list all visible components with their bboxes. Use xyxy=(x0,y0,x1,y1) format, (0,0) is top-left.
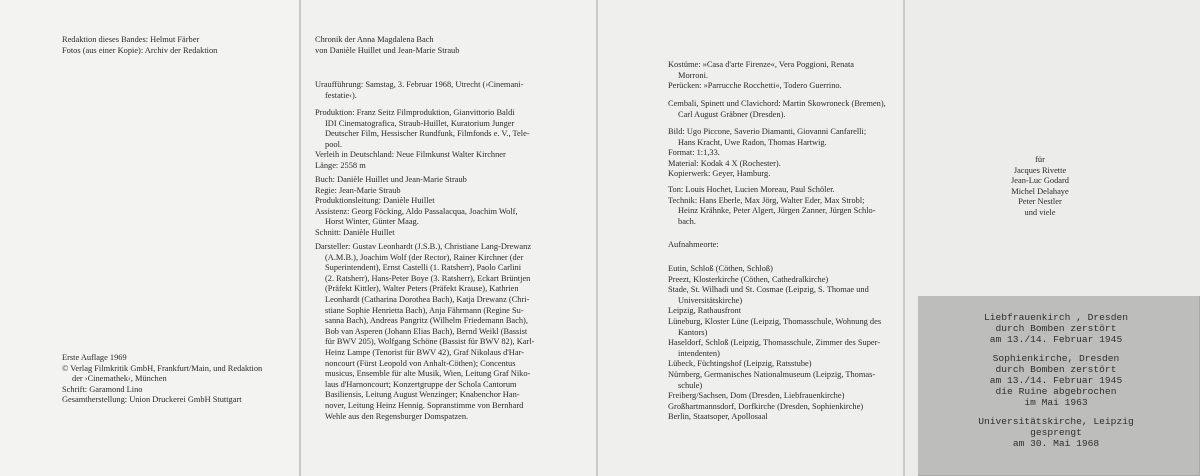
cast-info xyxy=(315,242,534,422)
text-line: Bild: Ugo Piccone, Saverio Diamanti, Giovanni Canfarelli; xyxy=(668,127,867,136)
list-item: Leipzig, Rathausfront xyxy=(668,306,742,316)
text-line: Technik: Hans Eberle, Max Jörg, Walter Eder, Max Strobl; xyxy=(668,195,865,205)
crew-info xyxy=(315,175,518,239)
note-line: Universitätskirche, Leipzig xyxy=(978,415,1134,427)
list-item: Lübeck, Füchtingshof (Leipzig, Ratsstube) xyxy=(668,359,812,369)
locations-list xyxy=(668,264,881,423)
note-line: gesprengt xyxy=(1030,426,1082,438)
dedication-line: Michel Delahaye xyxy=(1011,186,1069,196)
text-line: sanna Bach), Andreas Pangritz (Wilhelm Friedemann Bach), xyxy=(325,316,528,326)
text-line: nover, Leitung Heinz Hennig. Sopranstimme von Bernhard xyxy=(325,400,524,410)
text-line: IDI Cinematografica, Straub-Huillet, Kuratorium Junger xyxy=(325,118,515,128)
imprint-line: Schrift: Garamond Lino xyxy=(62,384,143,394)
list-item: Nürnberg, Germanisches Nationalmuseum (Leipzig, Thomas- xyxy=(668,369,876,379)
text-line: Deutscher Film, Hessischer Rundfunk, Filmfonds e. V., Tele- xyxy=(325,129,530,139)
text-line: Perücken: »Parrucche Rocchetti«, Todero Guerrino. xyxy=(668,81,842,91)
imprint-line: der ›Cinemathek‹, München xyxy=(72,374,167,384)
text-line: Ton: Louis Hochet, Lucien Moreau, Paul Schöler. xyxy=(668,185,835,194)
note-group xyxy=(936,353,1176,409)
dedication-line: Jacques Rivette xyxy=(1013,165,1067,175)
page-fold xyxy=(299,0,301,476)
text-line: (A.M.B.), Joachim Wolf (der Rector), Rainer Kirchner (der xyxy=(325,252,524,262)
list-item: Eutin, Schloß (Cöthen, Schloß) xyxy=(668,264,773,273)
text-line: Assistenz: Georg Föcking, Aldo Passalacqua, Joachim Wolf, xyxy=(315,206,518,216)
text-line: Bob van Asperen (Johann Elias Bach), Bernd Weikl (Bassist xyxy=(325,326,528,336)
note-group xyxy=(936,416,1176,450)
text-line: Schnitt: Danièle Huillet xyxy=(315,227,395,237)
text-line: Heinz Lampe (Tenorist für BWV 42), Graf Nikolaus d'Har- xyxy=(325,347,524,357)
list-item: Berlin, Staatsoper, Apollosaal xyxy=(668,412,768,422)
list-item: schule) xyxy=(678,380,703,390)
dedication-line: Jean-Luc Godard xyxy=(1011,176,1069,186)
text-line: bach. xyxy=(678,216,696,226)
text-line: Verleih in Deutschland: Neue Filmkunst Walter Kirchner xyxy=(315,150,506,160)
instruments-info xyxy=(668,99,886,120)
text-line: Kopierwerk: Geyer, Hamburg. xyxy=(668,169,771,179)
text-line: noncourt (Fürst Leopold von Anhalt-Cöthen); Concentus xyxy=(325,358,516,368)
dedication-line: Peter Nestler xyxy=(1018,197,1062,207)
text-line: stiane Sophie Henrietta Bach), Anja Fährmann (Regine Su- xyxy=(325,305,524,315)
text-line: für BWV 205), Wolfgang Schöne (Bassist für BWV 82), Karl- xyxy=(325,337,535,347)
editorial-credits xyxy=(62,35,217,56)
list-item: Freiberg/Sachsen, Dom (Dresden, Liebfrauenkirche) xyxy=(668,391,845,401)
list-item: Kantors) xyxy=(678,327,708,337)
note-line: Sophienkirche, Dresden xyxy=(992,352,1120,364)
note-line: die Ruine abgebrochen xyxy=(995,386,1117,398)
text-line: musicus, Ensemble für alte Musik, Wien, Leitung Graf Niko- xyxy=(325,369,531,379)
locations-heading: Aufnahmeorte: xyxy=(668,240,719,249)
text-line: Uraufführung: Samstag, 3. Februar 1968, Utrecht (›Cinemani- xyxy=(315,80,524,89)
list-item: Großhartmannsdorf, Dorfkirche (Dresden, Sophienkirche) xyxy=(668,401,864,411)
text-line: festatie‹). xyxy=(325,90,357,100)
text-line: (Präfekt Kittler), Walter Peters (Präfekt Krause), Kathrien xyxy=(325,284,519,294)
page-fold xyxy=(596,0,598,476)
note-line: durch Bomben zerstört xyxy=(995,323,1117,335)
film-title xyxy=(315,35,459,56)
credit-line: Redaktion dieses Bandes: Helmut Färber xyxy=(62,35,200,44)
title-line: von Danièle Huillet und Jean-Marie Straub xyxy=(315,45,460,55)
text-line: Buch: Danièle Huillet und Jean-Marie Straub xyxy=(315,175,467,184)
imprint xyxy=(62,353,262,406)
imprint-line: Erste Auflage 1969 xyxy=(62,353,127,362)
text-line: Wehle aus den Regensburger Domspatzen. xyxy=(325,411,469,421)
text-line: Carl August Gräbner (Dresden). xyxy=(678,109,786,119)
text-line: (2. Ratsherr), Hans-Peter Boye (3. Ratsherr), Eckart Brüntjen xyxy=(325,273,531,283)
text-line: Regie: Jean-Marie Straub xyxy=(315,185,401,195)
text-line: Produktion: Franz Seitz Filmproduktion, Gianvittorio Baldi xyxy=(315,108,515,117)
page-fold xyxy=(903,0,905,476)
dedication-line: und viele xyxy=(1024,207,1056,217)
list-item: Lüneburg, Kloster Lüne (Leipzig, Thomasschule, Wohnung des xyxy=(668,316,882,326)
list-item: intendenten) xyxy=(678,348,720,358)
typewritten-note xyxy=(936,312,1176,456)
sound-info xyxy=(668,185,876,227)
camera-info xyxy=(668,127,866,180)
text-line: Länge: 2558 m xyxy=(315,160,366,170)
imprint-line: Gesamtherstellung: Union Druckerei GmbH Stuttgart xyxy=(62,395,242,405)
dedication xyxy=(990,155,1090,219)
text-line: Horst Winter, Günter Maag. xyxy=(325,217,419,227)
imprint-line: © Verlag Filmkritik GmbH, Frankfurt/Main, und Redaktion xyxy=(62,363,263,373)
note-line: im Mai 1963 xyxy=(1024,397,1088,409)
note-line: am 13./14. Februar 1945 xyxy=(989,375,1123,387)
text-line: pool. xyxy=(325,139,342,149)
text-line: Kostüme: »Casa d'arte Firenze«, Vera Poggioni, Renata xyxy=(668,60,855,69)
text-line: Leonhardt (Catharina Dorothea Bach), Katja Drewanz (Chri- xyxy=(325,294,530,304)
list-item: Universitätskirche) xyxy=(678,295,743,305)
text-line: Morroni. xyxy=(678,70,709,80)
note-group xyxy=(936,312,1176,346)
list-item: Haseldorf, Schloß (Leipzig, Thomasschule, Zimmer des Super- xyxy=(668,338,881,348)
text-line: Produktionsleitung: Danièle Huillet xyxy=(315,196,435,206)
title-line: Chronik der Anna Magdalena Bach xyxy=(315,35,434,44)
credit-line: Fotos (aus einer Kopie): Archiv der Redaktion xyxy=(62,45,218,55)
dedication-line: für xyxy=(1035,155,1045,164)
pasted-note xyxy=(918,296,1200,476)
text-line: Superintendent), Ernst Castelli (1. Ratsherr), Paolo Carlini xyxy=(325,263,522,273)
premiere-info xyxy=(315,80,523,101)
text-line: Hans Kracht, Uwe Radon, Thomas Hartwig. xyxy=(678,137,827,147)
costumes-info xyxy=(668,60,854,92)
text-line: Basiliensis, Leitung August Wenzinger; Knabenchor Han- xyxy=(325,390,520,400)
text-line: Darsteller: Gustav Leonhardt (J.S.B.), Christiane Lang-Drewanz xyxy=(315,242,532,251)
text-line: Cembali, Spinett und Clavichord: Martin Skowroneck (Bremen), xyxy=(668,99,886,108)
note-line: Liebfrauenkirch , Dresden xyxy=(984,312,1128,323)
note-line: durch Bomben zerstört xyxy=(995,363,1117,375)
note-line: am 30. Mai 1968 xyxy=(1012,438,1100,450)
text-line: laus d'Harnoncourt; Konzertgruppe der Schola Cantorum xyxy=(325,379,517,389)
text-line: Format: 1:1,33. xyxy=(668,148,720,158)
production-info xyxy=(315,108,530,172)
list-item: Preezt, Klosterkirche (Cöthen, Cathedralkirche) xyxy=(668,274,829,284)
text-line: Material: Kodak 4 X (Rochester). xyxy=(668,158,781,168)
note-line: am 13./14. Februar 1945 xyxy=(989,334,1123,346)
text-line: Heinz Krähnke, Peter Algert, Jürgen Zanner, Jürgen Schlo- xyxy=(678,206,876,216)
list-item: Stade, St. Wilhadi und St. Cosmae (Leipzig, S. Thomae und xyxy=(668,285,869,295)
